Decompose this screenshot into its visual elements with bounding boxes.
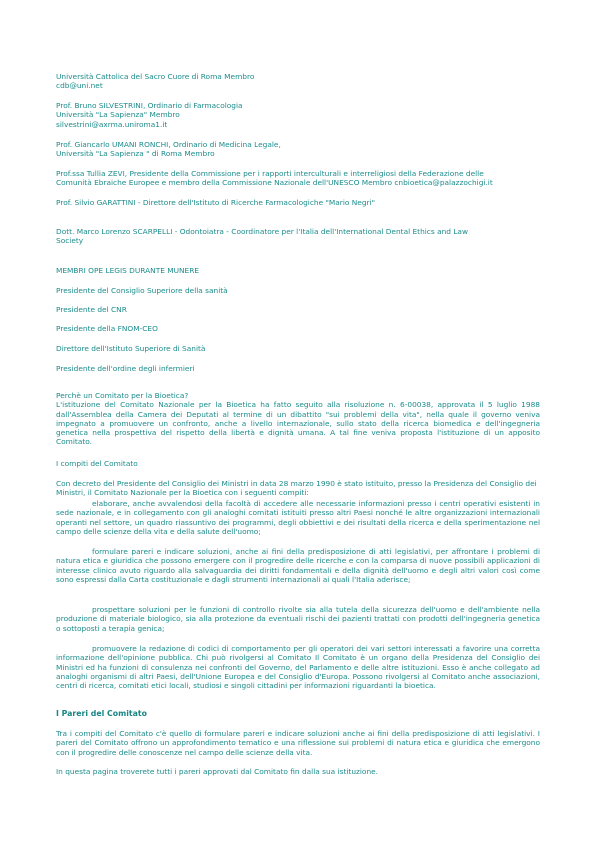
member-line: Prof. Silvio GARATTINI - Direttore dell'Istituto di Ricerche Farmacologiche "Mario Negri" (56, 198, 376, 207)
ope-legis-item: Direttore dell'Istituto Superiore di Sanità (56, 344, 206, 353)
member-line: Università "La Sapienza " di Roma Membro (56, 149, 215, 159)
ope-legis-heading: MEMBRI OPE LEGIS DURANTE MUNERE (56, 266, 200, 275)
ope-legis-item: Presidente del Consiglio Superiore della sanità (56, 286, 228, 295)
pareri-footer: In questa pagina troverete tutti i pareri approvati dal Comitato fin dalla sua istituzione. (56, 767, 379, 776)
why-section (56, 391, 540, 447)
member-email-link[interactable]: cdb@uni.net (56, 81, 103, 91)
task-item: formulare pareri e indicare soluzioni, anche ai fini della predisposizione di atti legislativi, per affrontare i problemi di natura etica e giuridica che possono emergere con il progredire delle ricerche e con la comparsa di nuove possibili applicazioni di interesse clinico avuto riguardo alla salvaguardia dei diritti fondamentali e della dignità dell'uomo e degli altri valori così come sono espressi dalla Carta costituzionale e dagli strumenti internazionali ai quali l'Italia aderisce; (56, 547, 540, 584)
member-entry (56, 198, 540, 207)
task-item: prospettare soluzioni per le funzioni di controllo rivolte sia alla tutela della sicurezza dell'uomo e dell'ambiente nella produzione di materiale biologico, sia alla protezione da eventuali rischi dei pazienti trattati con prodotti dell'ingegneria genetica o sottoposti a terapia genica; (56, 605, 540, 633)
member-line: Prof. Giancarlo UMANI RONCHI, Ordinario di Medicina Legale, (56, 140, 281, 149)
member-line: Comunità Ebraiche Europee e membro della Commissione Nazionale dell'UNESCO Membro cnbioetica@palazzochigi.it (56, 178, 493, 188)
ope-legis-item: Presidente dell'ordine degli infermieri (56, 364, 195, 373)
member-email-link[interactable]: silvestrini@axrma.uniroma1.it (56, 119, 168, 129)
why-text: L'istituzione del Comitato Nazionale per la Bioetica ha fatto seguito alla risoluzione n. 6-00038, approvata il 5 luglio 1988 dall'Assemblea della Camera dei Deputati al termine di un dibattito "sui problemi della vita", nella quale il governo veniva impegnato a promuovere un confronto, anche a livello internazionale, sullo stato della ricerca biomedica e dell'ingegneria genetica nella prospettiva del rispetto della libertà e dignità umana. A tal fine veniva proposta l'istituzione di un apposito Comitato. (56, 400, 540, 447)
why-heading: Perchè un Comitato per la Bioetica? (56, 391, 189, 400)
pareri-text: Tra i compiti del Comitato c'è quello di formulare pareri e indicare soluzioni anche ai fini della predisposizione di atti legislativi. I pareri del Comitato offrono un approfondimento tematico e una riflessione sui problemi di natura etica e giuridica che emergono con il progredire delle conoscenze nel campo delle scienze della vita. (56, 729, 540, 757)
ope-legis-item: Presidente della FNOM-CEO (56, 324, 158, 333)
member-entry (56, 227, 540, 246)
member-line: Prof.ssa Tullia ZEVI, Presidente della Commissione per i rapporti interculturali e interreligiosi della Federazione delle (56, 169, 484, 178)
task-item: promuovere la redazione di codici di comportamento per gli operatori dei vari settori interessati a favorire una corretta informazione dell'opinione pubblica. Chi può rivolgersi al Comitato Il Comitato è un organo della Presidenza del Consiglio dei Ministri ed ha funzioni di consulenza nei confronti del Governo, del Parlamento e delle altre istituzioni. Esso è anche collegato ad analoghi organismi di altri Paesi, dell'Unione Europea e del Consiglio d'Europa. Possono rivolgersi al Comitato anche associazioni, centri di ricerca, comitati etici locali, studiosi e singoli cittadini per informazioni riguardanti la bioetica. (56, 644, 540, 691)
pareri-heading: I Pareri del Comitato (56, 709, 147, 718)
tasks-intro: Con decreto del Presidente del Consiglio dei Ministri in data 28 marzo 1990 è stato istituito, presso la Presidenza del Consiglio dei Ministri, il Comitato Nazionale per la Bioetica con i seguenti compiti: (56, 479, 537, 498)
member-line: Università Cattolica del Sacro Cuore di Roma Membro (56, 72, 255, 81)
member-line: Prof. Bruno SILVESTRINI, Ordinario di Farmacologia (56, 101, 243, 110)
ope-legis-item: Presidente del CNR (56, 305, 127, 314)
member-line: Dott. Marco Lorenzo SCARPELLI - Odontoiatra - Coordinatore per l'Italia dell'International Dental Ethics and Law (56, 227, 469, 236)
tasks-heading: I compiti del Comitato (56, 459, 138, 468)
member-entry (56, 101, 540, 129)
member-entry (56, 169, 540, 188)
member-entry (56, 72, 540, 91)
member-line: Università "La Sapienza" Membro (56, 110, 180, 120)
member-entry (56, 140, 540, 159)
task-item: elaborare, anche avvalendosi della facoltà di accedere alle necessarie informazioni presso i centri operativi esistenti in sede nazionale, e in collegamento con gli analoghi comitati istituiti presso altri Paesi nonché le altre organizzazioni internazionali operanti nel settore, un quadro riassuntivo dei programmi, degli obbiettivi e dei risultati della ricerca e della sperimentazione nel campo delle scienze della vita e della salute dell'uomo; (56, 499, 540, 536)
member-line: Society (56, 236, 84, 246)
